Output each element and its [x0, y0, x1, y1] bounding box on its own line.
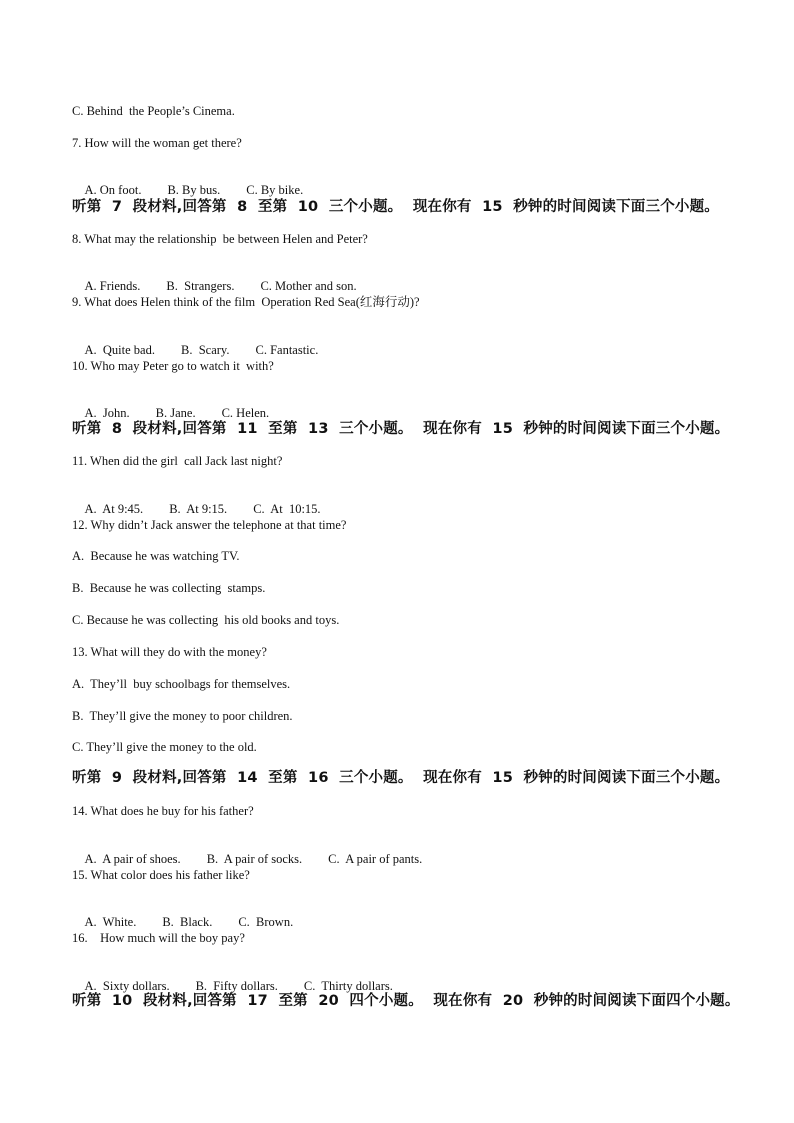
q13-option-c: C. They’ll give the money to the old. [72, 740, 257, 754]
q7-option-c: C. By bike. [246, 183, 304, 197]
q9-option-c: C. Fantastic. [255, 343, 319, 357]
q10-option-c: C. Helen. [221, 406, 270, 420]
question-15: 15. What color does his father like? [72, 868, 250, 882]
section-heading-10: 听第 10 段材料,回答第 17 至第 20 四个小题。 现在你有 20 秒钟的时间阅读下面四个小题。 [72, 993, 740, 1009]
q6-option-c: C. Behind the People’s Cinema. [72, 104, 235, 118]
q8-option-b: B. Strangers. [166, 279, 235, 293]
q14-option-c: C. A pair of pants. [328, 852, 423, 866]
section-heading-8: 听第 8 段材料,回答第 11 至第 13 三个小题。 现在你有 15 秒钟的时间阅读下面三个小题。 [72, 421, 730, 437]
q7-option-b: B. By bus. [167, 183, 221, 197]
q12-option-b: B. Because he was collecting stamps. [72, 581, 266, 595]
q13-option-b: B. They’ll give the money to poor children. [72, 709, 293, 723]
q9-option-a: A. Quite bad. [84, 343, 155, 357]
q11-option-b: B. At 9:15. [169, 502, 228, 516]
q9-option-b: B. Scary. [180, 343, 230, 357]
q15-option-c: C. Brown. [238, 915, 294, 929]
q11-option-c: C. At 10:15. [253, 502, 321, 516]
q8-option-c: C. Mother and son. [260, 279, 357, 293]
question-7: 7. How will the woman get there? [72, 136, 242, 150]
question-9: 9. What does Helen think of the film Operation Red Sea(红海行动)? [72, 295, 420, 309]
q8-option-a: A. Friends. [84, 279, 141, 293]
question-8: 8. What may the relationship be between Helen and Peter? [72, 232, 368, 246]
q14-option-b: B. A pair of socks. [206, 852, 303, 866]
question-11: 11. When did the girl call Jack last night? [72, 454, 283, 468]
question-14: 14. What does he buy for his father? [72, 804, 254, 818]
question-12: 12. Why didn’t Jack answer the telephone at that time? [72, 518, 347, 532]
q16-option-b: B. Fifty dollars. [195, 979, 278, 993]
q16-option-c: C. Thirty dollars. [303, 979, 393, 993]
q12-option-a: A. Because he was watching TV. [72, 549, 240, 563]
q12-option-c: C. Because he was collecting his old books and toys. [72, 613, 340, 627]
q10-option-a: A. John. [84, 406, 130, 420]
question-13: 13. What will they do with the money? [72, 645, 267, 659]
q11-option-a: A. At 9:45. [84, 502, 144, 516]
question-10: 10. Who may Peter go to watch it with? [72, 359, 274, 373]
q15-option-b: B. Black. [162, 915, 213, 929]
q13-option-a: A. They’ll buy schoolbags for themselves. [72, 677, 291, 691]
q7-option-a: A. On foot. [84, 183, 142, 197]
section-heading-9: 听第 9 段材料,回答第 14 至第 16 三个小题。 现在你有 15 秒钟的时间阅读下面三个小题。 [72, 770, 730, 786]
q14-option-a: A. A pair of shoes. [84, 852, 181, 866]
q15-option-a: A. White. [84, 915, 137, 929]
question-16: 16. How much will the boy pay? [72, 931, 245, 945]
q10-option-b: B. Jane. [155, 406, 196, 420]
section-heading-7: 听第 7 段材料,回答第 8 至第 10 三个小题。 现在你有 15 秒钟的时间阅读下面三个小题。 [72, 199, 720, 215]
q16-option-a: A. Sixty dollars. [84, 979, 170, 993]
